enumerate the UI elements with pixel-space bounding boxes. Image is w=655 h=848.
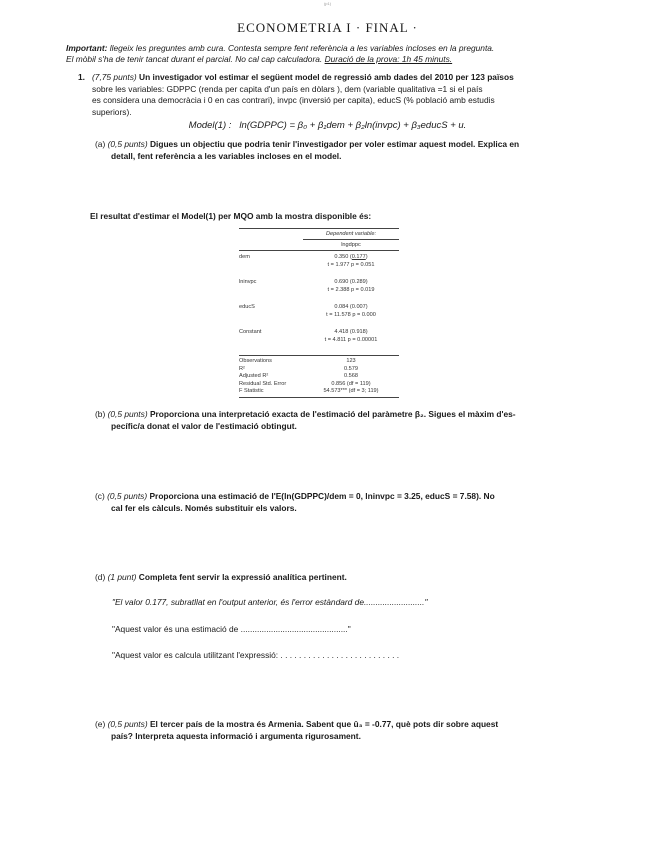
important-line2-text: El mòbil s'ha de tenir tancat durant el parcial. No cal cap calculadora. bbox=[66, 54, 325, 64]
row-coef: 4.418 (0.918) bbox=[334, 329, 368, 335]
part-c-label: (c) bbox=[95, 491, 105, 501]
table-top-rule bbox=[239, 228, 399, 229]
important-text: llegeix les preguntes amb cura. Contesta sempre fent referència a les variables incloses en la pregunta. bbox=[107, 43, 495, 53]
part-e-line-2: país? Interpreta aquesta informació i argumenta rigurosament. bbox=[111, 730, 361, 741]
part-d-text-1: Completa fent servir la expressió analítica pertinent. bbox=[136, 572, 347, 582]
part-d-fill-1: "El valor 0.177, subratllat en l'output anterior, és l'error estàndard de.........................." bbox=[112, 597, 428, 607]
part-a-line-2: detall, fent referència a les variables incloses en el model. bbox=[111, 150, 342, 161]
part-a-line-1 bbox=[95, 139, 575, 151]
part-c-text-1: Proporciona una estimació de l'E(ln(GDPPC)/dem = 0, lninvpc = 3.25, educS = 7.58). No bbox=[147, 491, 495, 501]
duration-text: Duració de la prova: 1h 45 minuts. bbox=[324, 54, 453, 64]
row-label: lninvpc bbox=[239, 279, 257, 285]
q1-line-1 bbox=[78, 72, 578, 84]
part-a-points: (0,5 punts) bbox=[107, 139, 148, 149]
summary-label: R² bbox=[239, 365, 245, 372]
row-stats: t = 1.977 p = 0.051 bbox=[327, 262, 375, 268]
model-equation: ln(GDPPC) = β₀ + β₁dem + β₂ln(invpc) + β₃educS + u. bbox=[239, 120, 467, 131]
row-label: educS bbox=[239, 304, 255, 310]
regression-table bbox=[239, 228, 399, 400]
q1-line-2: sobre les variables: GDPPC (renda per capita d'un país en dòlars ), dem (variable qualitativa =1 si el país bbox=[92, 83, 483, 94]
part-d-label: (d) bbox=[95, 572, 106, 582]
row-label: dem bbox=[239, 254, 250, 260]
important-line-2 bbox=[66, 54, 586, 65]
row-stats: t = 2.388 p = 0.019 bbox=[327, 287, 375, 293]
summary-value: 0.856 (df = 119) bbox=[331, 380, 371, 387]
important-note bbox=[66, 43, 586, 65]
part-d-fill-2: "Aquest valor és una estimació de .............................................." bbox=[112, 624, 351, 634]
page-title: ECONOMETRIA I · FINAL · bbox=[237, 20, 418, 35]
part-e-label: (e) bbox=[95, 719, 106, 729]
estimation-intro: El resultat d'estimar el Model(1) per MQO amb la mostra disponible és: bbox=[90, 211, 372, 221]
table-summary-rule bbox=[239, 355, 399, 356]
q1-points: (7,75 punts) bbox=[92, 72, 137, 82]
row-stats: t = 11.578 p = 0.000 bbox=[326, 312, 376, 318]
summary-label: Observations bbox=[239, 358, 272, 364]
part-b-line-1 bbox=[95, 409, 580, 421]
dep-variable-name: lngdppc bbox=[341, 242, 361, 248]
summary-value: 0.568 bbox=[344, 373, 358, 379]
important-line-1 bbox=[66, 43, 586, 54]
summary-label: Residual Std. Error bbox=[239, 380, 287, 387]
part-d-points: (1 punt) bbox=[107, 572, 137, 582]
summary-value: 54.573*** (df = 3; 119) bbox=[323, 388, 379, 394]
part-e-text-1: El tercer país de la mostra és Armenia. Sabent que û₃ = -0.77, què pots dir sobre aquest bbox=[147, 719, 499, 729]
part-d-fill-3: "Aquest valor es calcula utilitzant l'expressió: . . . . . . . . . . . . . . . . . . . . . . . . . . bbox=[112, 650, 400, 660]
part-b-line-2: pecífic/a donat el valor de l'estimació obtingut. bbox=[111, 420, 297, 431]
part-a bbox=[95, 139, 575, 162]
part-e bbox=[95, 719, 580, 742]
part-b-label: (b) bbox=[95, 409, 106, 419]
part-c-line-1 bbox=[95, 491, 580, 503]
table-header-rule bbox=[239, 250, 399, 251]
part-b-text-1: Proporciona una interpretació exacta de l'estimació del paràmetre β₂. Sigues el màxim d'es- bbox=[147, 409, 516, 419]
row-stats: t = 4.811 p = 0.00001 bbox=[324, 337, 378, 343]
table-bottom-rule bbox=[239, 397, 399, 398]
summary-label: F Statistic bbox=[239, 388, 264, 394]
part-d bbox=[95, 572, 580, 584]
row-coef: 0.690 (0.289) bbox=[334, 279, 368, 285]
model-label: Model(1) : bbox=[188, 120, 232, 131]
question-1 bbox=[78, 72, 578, 118]
part-e-points: (0,5 punts) bbox=[107, 719, 148, 729]
part-c bbox=[95, 491, 580, 514]
part-a-text-1: Digues un objectiu que podria tenir l'investigador per voler estimar aquest model. Explica en bbox=[147, 139, 520, 149]
q1-text-1: Un investigador vol estimar el següent model de regressió amb dades del 2010 per 123 països bbox=[136, 72, 514, 82]
row-coef: 0.084 (0.007) bbox=[334, 304, 368, 310]
q1-line-3: es considera una democràcia i 0 en cas contrari), invpc (inversió per capita), educS (% població amb estudis bbox=[92, 95, 495, 105]
important-label: Important: bbox=[66, 43, 108, 53]
summary-value: 0.579 bbox=[344, 365, 358, 372]
part-d-line-1 bbox=[95, 572, 580, 584]
part-c-points: (0,5 punts) bbox=[107, 491, 148, 501]
q1-number: 1. bbox=[78, 72, 85, 82]
row-coef: 0.350 (0.177) bbox=[334, 254, 368, 260]
model-formula bbox=[0, 120, 655, 131]
part-b bbox=[95, 409, 580, 432]
part-e-line-1 bbox=[95, 719, 580, 731]
part-c-line-2: cal fer els càlculs. Només substituir els valors. bbox=[111, 502, 297, 513]
part-a-label: (a) bbox=[95, 139, 106, 149]
summary-label: Adjusted R² bbox=[239, 373, 269, 379]
table-dep-rule bbox=[303, 239, 399, 240]
row-label: Constant bbox=[239, 329, 262, 335]
summary-value: 123 bbox=[346, 358, 356, 364]
page-mark: (p1) bbox=[323, 1, 332, 6]
q1-line-4: superiors). bbox=[92, 106, 132, 117]
dep-variable-header: Dependent variable: bbox=[325, 231, 377, 237]
part-b-points: (0,5 punts) bbox=[107, 409, 148, 419]
